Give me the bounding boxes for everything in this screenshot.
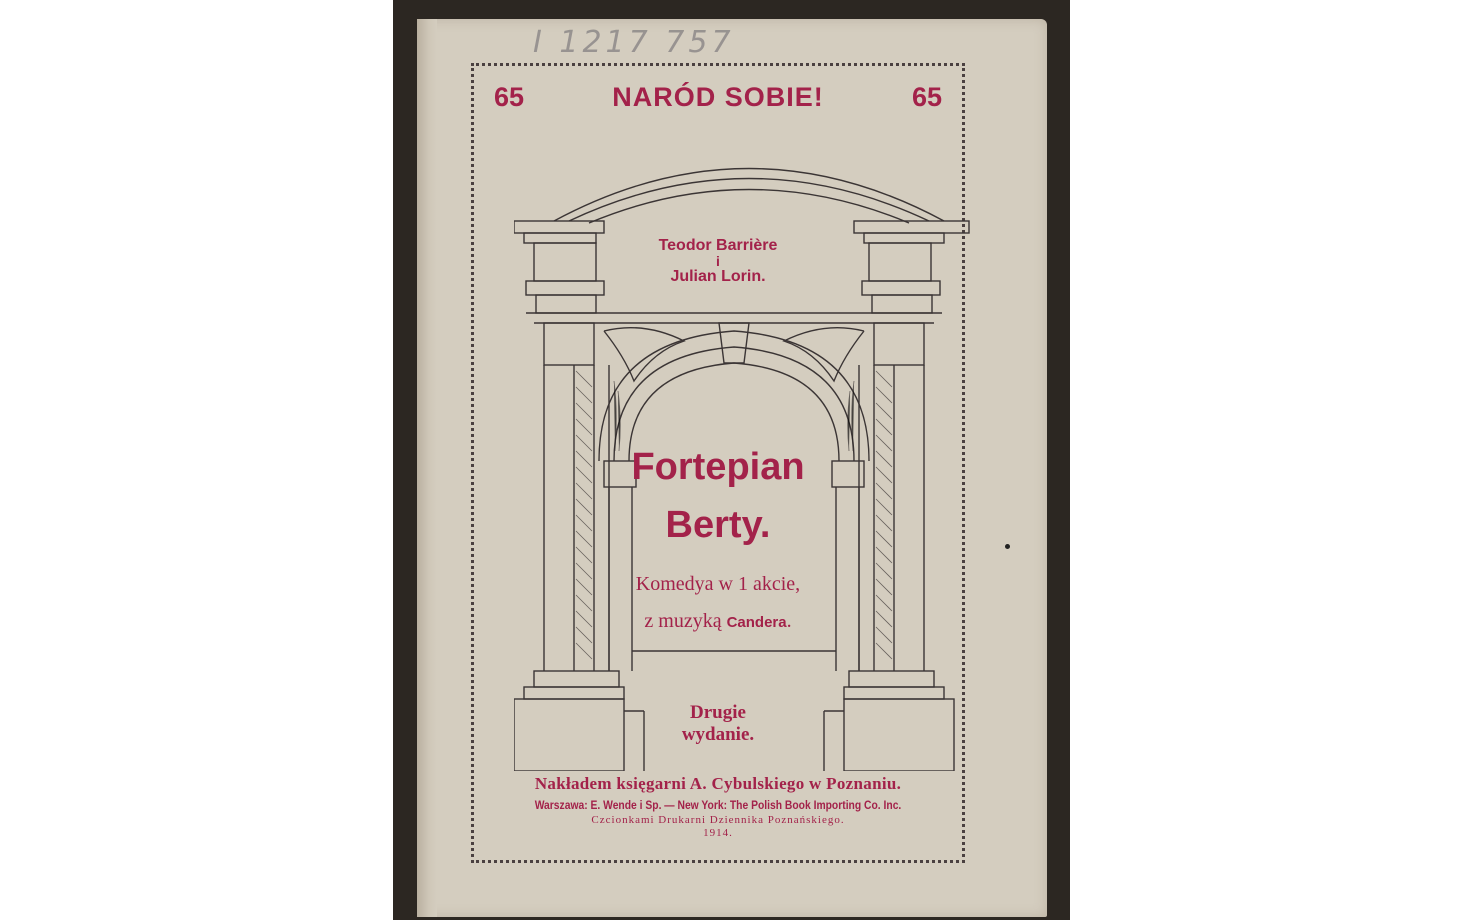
subtitle-line-2-suffix: . bbox=[786, 610, 792, 632]
book-title bbox=[474, 438, 962, 554]
composer-name: Candera bbox=[726, 614, 787, 631]
book-cover bbox=[417, 19, 1047, 917]
author-1: Teodor Barrière bbox=[658, 237, 778, 254]
handwritten-shelfmark: I 1217 757 bbox=[533, 25, 735, 60]
author-2: Julian Lorin. bbox=[670, 268, 766, 285]
printer-line: Czcionkami Drukarni Dziennika Poznańskiego. bbox=[591, 814, 845, 826]
paper-spot bbox=[1005, 544, 1010, 549]
book-subtitle bbox=[474, 566, 962, 641]
dotted-border-frame bbox=[471, 63, 965, 863]
cover-spine-edge bbox=[417, 19, 437, 917]
publication-year: 1914. bbox=[703, 827, 733, 839]
scan-background bbox=[393, 0, 1070, 920]
title-line-2: Berty. bbox=[665, 504, 771, 546]
distribution-line: Warszawa: E. Wende i Sp. — New York: The Polish Book Importing Co. Inc. bbox=[534, 798, 902, 812]
edition-line-1: Drugie bbox=[690, 702, 746, 723]
authors-block bbox=[474, 237, 962, 286]
subtitle-line-2-prefix: z muzyką bbox=[644, 610, 722, 632]
edition-note bbox=[474, 702, 962, 746]
series-number-right: 65 bbox=[911, 82, 942, 112]
subtitle-line-2 bbox=[474, 603, 962, 641]
imprint-block bbox=[474, 772, 962, 840]
author-conjunction: i bbox=[716, 253, 720, 269]
publisher-line: Nakładem księgarni A. Cybulskiego w Poznaniu. bbox=[534, 774, 902, 793]
subtitle-line-1: Komedya w 1 akcie, bbox=[635, 573, 801, 595]
edition-line-2: wydanie. bbox=[681, 724, 755, 745]
series-header bbox=[494, 82, 942, 113]
series-number-left: 65 bbox=[494, 82, 525, 112]
series-name: NARÓD SOBIE! bbox=[612, 82, 824, 112]
title-line-1: Fortepian bbox=[631, 446, 805, 488]
